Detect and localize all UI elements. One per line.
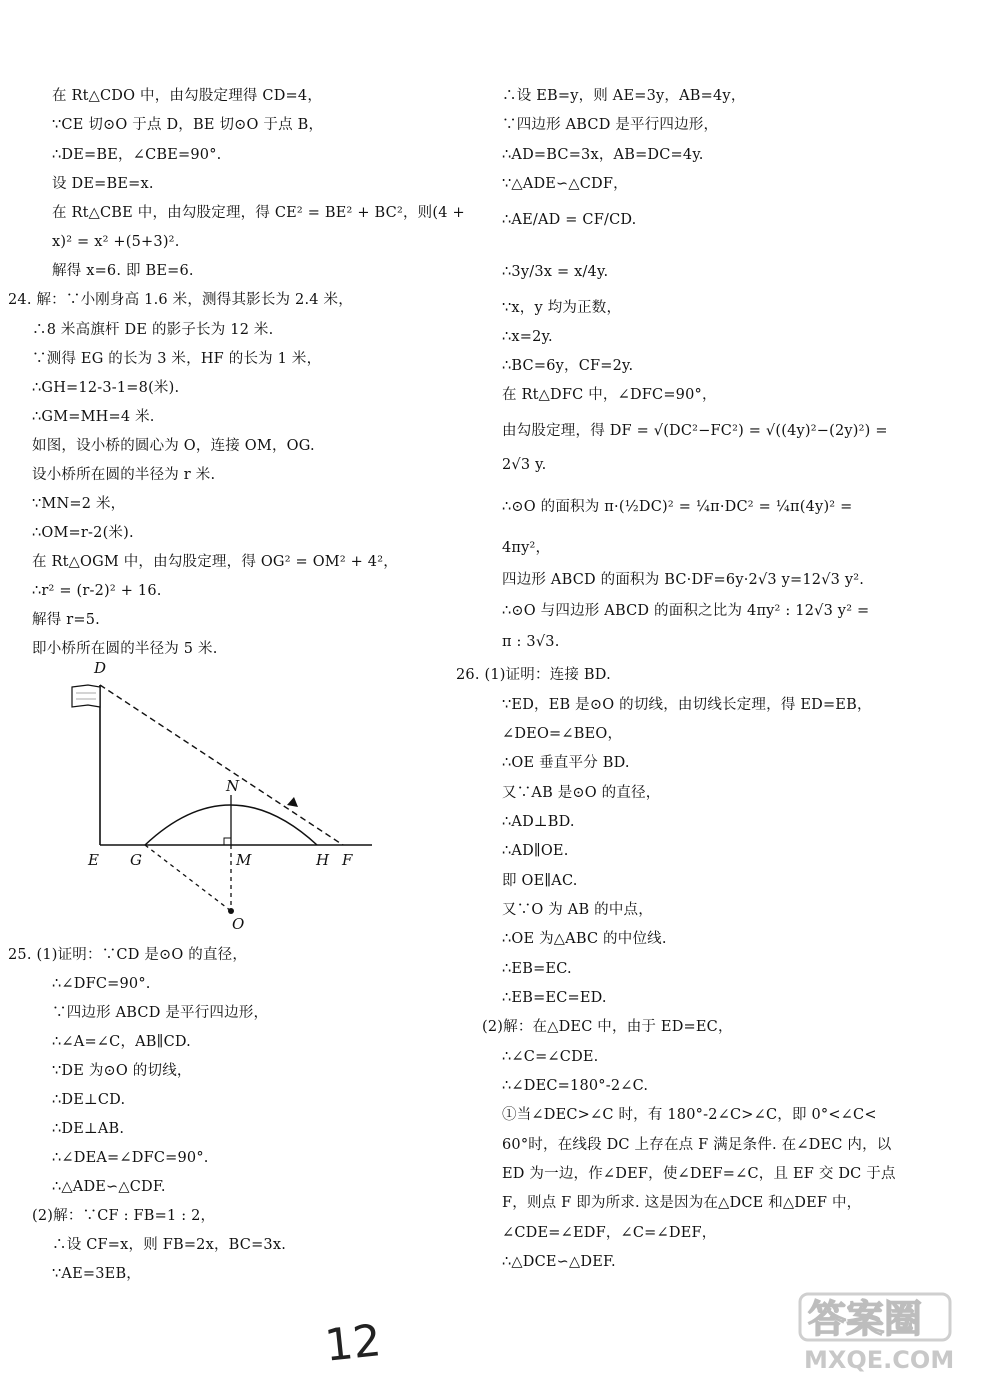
text-line: ∴GH=12-3-1=8(米). (32, 380, 180, 396)
text-line: ∵MN=2 米， (32, 496, 126, 512)
text-line: ∵DE 为⊙O 的切线， (52, 1063, 192, 1079)
text-line: ∴x=2y. (502, 329, 553, 345)
text-line: ∴AD∥OE. (502, 843, 569, 859)
text-line: 又∵AB 是⊙O 的直径， (502, 785, 661, 801)
label-O: O (232, 915, 245, 933)
label-D: D (94, 659, 107, 677)
label-N: N (226, 777, 240, 795)
text-line: ∴DE⊥CD. (52, 1092, 126, 1108)
label-M: M (236, 851, 252, 869)
text-line: 在 Rt△OGM 中，由勾股定理，得 OG² = OM² + 4²， (32, 554, 398, 570)
text-line: 设小桥所在圆的半径为 r 米. (32, 467, 216, 483)
label-E: E (88, 851, 99, 869)
svg-text:MXQE.COM: MXQE.COM (804, 1346, 955, 1374)
text-line: ∴△DCE∽△DEF. (502, 1254, 616, 1270)
text-line: ∴GM=MH=4 米. (32, 409, 155, 425)
text-line: 四边形 ABCD 的面积为 BC·DF=6y·2√3 y=12√3 y². (502, 572, 865, 588)
text-line: 解得 x=6. 即 BE=6. (52, 263, 194, 279)
text-line: ∴⊙O 的面积为 π·(½DC)² = ¼π·DC² = ¼π(4y)² = (502, 499, 853, 515)
text-line: ∴AD=BC=3x，AB=DC=4y. (502, 147, 704, 163)
text-line: ∴OE 垂直平分 BD. (502, 755, 630, 771)
text-line: ∴∠DFC=90°. (52, 976, 151, 992)
text-line: ∴EB=EC. (502, 961, 572, 977)
handwritten-page-number: 12 (322, 1315, 384, 1372)
text-line: ED 为一边，作∠DEF，使∠DEF=∠C，且 EF 交 DC 于点 (502, 1166, 896, 1182)
text-line: ∵ED，EB 是⊙O 的切线，由切线长定理，得 ED=EB， (502, 697, 872, 713)
text-line: ∴∠DEC=180°-2∠C. (502, 1078, 649, 1094)
text-line: 如图，设小桥的圆心为 O，连接 OM，OG. (32, 438, 315, 454)
text-line: 即小桥所在圆的半径为 5 米. (32, 641, 218, 657)
text-line: ∴DE=BE，∠CBE=90°. (52, 147, 222, 163)
text-line: ∴OM=r-2(米). (32, 525, 134, 541)
text-line: ∵AE=3EB， (52, 1266, 141, 1282)
text-line: ∴∠C=∠CDE. (502, 1049, 599, 1065)
text-line: ∵x，y 均为正数， (502, 300, 622, 316)
text-line: 解得 r=5. (32, 612, 100, 628)
text-line: 又∵O 为 AB 的中点， (502, 902, 653, 918)
segment-GO (145, 845, 231, 911)
flag-icon (72, 685, 100, 707)
arrow-icon (287, 797, 298, 807)
text-line: ∴r² = (r-2)² + 16. (32, 583, 162, 599)
fraction-line: ∴3y/3x = x/4y. (502, 264, 609, 280)
text-line: ①当∠DEC>∠C 时，有 180°-2∠C>∠C，即 0°<∠C< (502, 1107, 877, 1123)
svg-text:答案圈: 答案圈 (808, 1297, 923, 1341)
text-line: π : 3√3. (502, 634, 560, 650)
fraction-line: ∴AE/AD = CF/CD. (502, 212, 637, 228)
label-H: H (316, 851, 330, 869)
text-line: ∴OE 为△ABC 的中位线. (502, 931, 667, 947)
light-ray (100, 685, 343, 845)
text-line: ∴∠A=∠C，AB∥CD. (52, 1034, 191, 1050)
bridge-flagpole-figure (60, 655, 390, 935)
center-point-O (228, 908, 234, 914)
text-line: (2)解：∵CF : FB=1 : 2， (32, 1208, 216, 1224)
text-line: 在 Rt△CBE 中，由勾股定理，得 CE² = BE² + BC²，则(4 + (52, 205, 465, 221)
text-line: ∴DE⊥AB. (52, 1121, 125, 1137)
text-line: (2)解：在△DEC 中，由于 ED=EC， (482, 1019, 733, 1035)
text-line: ∵△ADE∽△CDF， (502, 176, 628, 192)
text-line: ∠CDE=∠EDF，∠C=∠DEF， (502, 1225, 717, 1241)
text-line: 4πy²， (502, 540, 551, 556)
text-line: 即 OE∥AC. (502, 873, 578, 889)
problem-26-heading: 26. (1)证明：连接 BD. (456, 667, 611, 683)
text-line: 在 Rt△DFC 中，∠DFC=90°， (502, 387, 717, 403)
text-line: ∴设 CF=x，则 FB=2x，BC=3x. (52, 1237, 287, 1253)
problem-24-heading: 24. 解：∵小刚身高 1.6 米，测得其影长为 2.4 米， (8, 292, 353, 308)
problem-25-heading: 25. (1)证明：∵CD 是⊙O 的直径， (8, 947, 248, 963)
text-line: 60°时，在线段 DC 上存在点 F 满足条件. 在∠DEC 内，以 (502, 1137, 892, 1153)
text-line: ∠DEO=∠BEO， (502, 726, 623, 742)
text-line: F，则点 F 即为所求. 这是因为在△DCE 和△DEF 中， (502, 1195, 862, 1211)
text-line: ∴BC=6y，CF=2y. (502, 358, 634, 374)
text-line: ∴△ADE∽△CDF. (52, 1179, 166, 1195)
label-F: F (342, 851, 353, 869)
text-line: ∴⊙O 与四边形 ABCD 的面积之比为 4πy² : 12√3 y² = (502, 603, 870, 619)
text-line: 2√3 y. (502, 457, 547, 473)
text-line: 在 Rt△CDO 中，由勾股定理得 CD=4， (52, 88, 323, 104)
watermark-logo (798, 1290, 994, 1374)
text-line: 设 DE=BE=x. (52, 176, 154, 192)
text-line: ∴∠DEA=∠DFC=90°. (52, 1150, 209, 1166)
text-line: 由勾股定理，得 DF = √(DC²−FC²) = √((4y)²−(2y)²) = (502, 423, 888, 439)
text-line: x)² = x² +(5+3)². (52, 234, 180, 250)
text-line: ∴EB=EC=ED. (502, 990, 607, 1006)
text-line: ∵测得 EG 的长为 3 米，HF 的长为 1 米， (32, 351, 322, 367)
text-line: ∴AD⊥BD. (502, 814, 575, 830)
text-line: ∴设 EB=y，则 AE=3y，AB=4y， (502, 88, 746, 104)
text-line: ∴8 米高旗杆 DE 的影子长为 12 米. (32, 322, 274, 338)
text-line: ∵CE 切⊙O 于点 D，BE 切⊙O 于点 B， (52, 117, 324, 133)
text-line: ∵四边形 ABCD 是平行四边形， (502, 117, 719, 133)
text-line: ∵四边形 ABCD 是平行四边形， (52, 1005, 269, 1021)
label-G: G (130, 851, 142, 869)
